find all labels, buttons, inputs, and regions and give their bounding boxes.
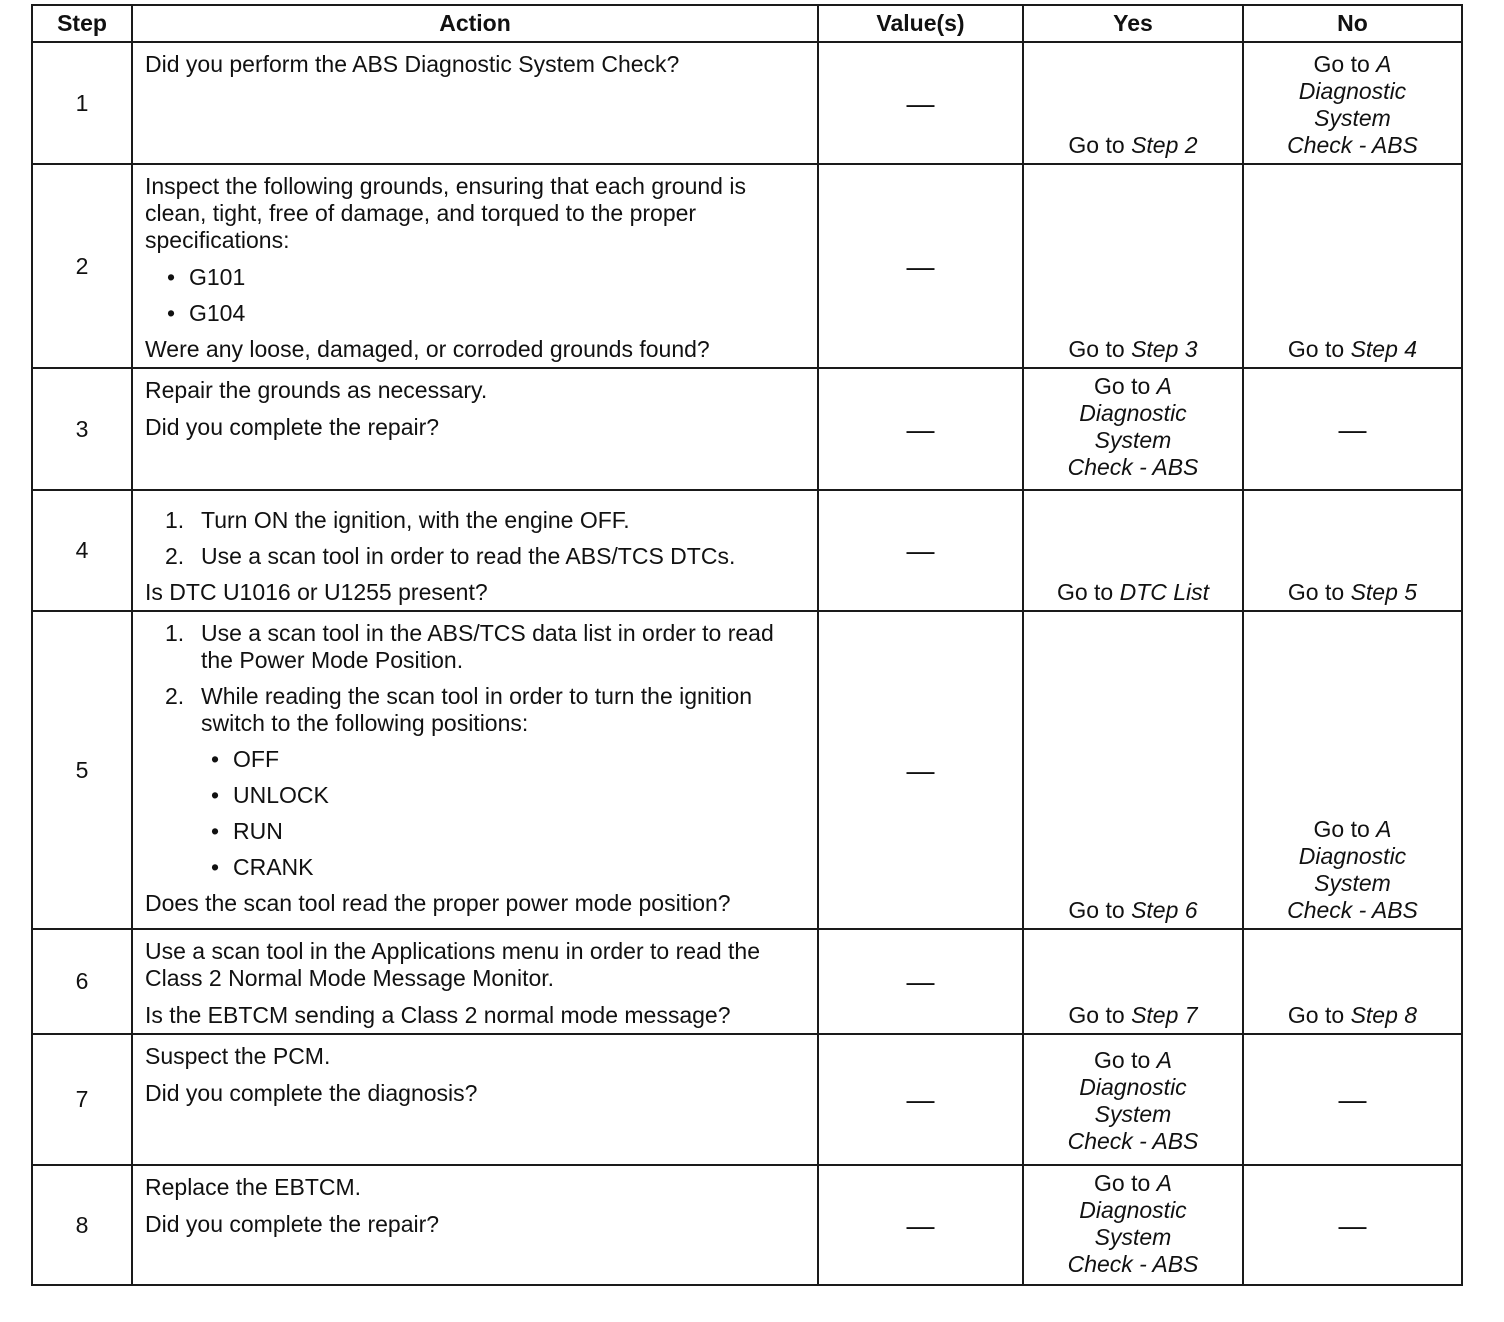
step-number: 6 bbox=[32, 929, 132, 1034]
no-cell: Go to A Diagnostic System Check - ABS bbox=[1243, 611, 1462, 929]
value-cell: — bbox=[818, 1165, 1023, 1285]
table-row bbox=[32, 164, 1462, 368]
no-cell: Go to A Diagnostic System Check - ABS bbox=[1243, 42, 1462, 164]
header-step: Step bbox=[32, 5, 132, 42]
yes-cell: Go to A Diagnostic System Check - ABS bbox=[1023, 1165, 1243, 1285]
action-text: Suspect the PCM. bbox=[145, 1043, 331, 1069]
action-text: Replace the EBTCM. bbox=[145, 1174, 362, 1200]
value-cell: — bbox=[818, 1034, 1023, 1165]
table-row bbox=[32, 1034, 1462, 1165]
list-item: 2. While reading the scan tool in order to turn the ignition switch to the following positions: bbox=[165, 683, 753, 736]
yes-ref: Step 2 bbox=[1131, 132, 1198, 158]
no-cell: Go to Step 4 bbox=[1243, 164, 1462, 368]
step-number: 7 bbox=[32, 1034, 132, 1165]
action-question: Is DTC U1016 or U1255 present? bbox=[145, 579, 488, 605]
yes-cell: Go to DTC List bbox=[1023, 490, 1243, 611]
value-cell: — bbox=[818, 368, 1023, 490]
header-action: Action bbox=[132, 5, 818, 42]
no-cell: — bbox=[1243, 368, 1462, 490]
value-cell: — bbox=[818, 42, 1023, 164]
table-row bbox=[32, 490, 1462, 611]
table-row bbox=[32, 368, 1462, 490]
table-row bbox=[32, 929, 1462, 1034]
yes-ref: Step 6 bbox=[1131, 897, 1198, 923]
no-cell: Go to Step 8 bbox=[1243, 929, 1462, 1034]
no-cell: — bbox=[1243, 1165, 1462, 1285]
action-cell bbox=[132, 42, 818, 164]
table-row bbox=[32, 1165, 1462, 1285]
step-number: 3 bbox=[32, 368, 132, 490]
yes-ref: Step 7 bbox=[1131, 1002, 1198, 1028]
action-question: Were any loose, damaged, or corroded grounds found? bbox=[145, 336, 710, 362]
no-cell: — bbox=[1243, 1034, 1462, 1165]
action-cell bbox=[132, 929, 818, 1034]
action-cell bbox=[132, 368, 818, 490]
list-item: 1. Use a scan tool in the ABS/TCS data list in order to read the Power Mode Position. bbox=[165, 620, 774, 673]
action-question: Did you complete the repair? bbox=[145, 1211, 440, 1237]
value-cell: — bbox=[818, 490, 1023, 611]
action-text: Repair the grounds as necessary. bbox=[145, 377, 488, 403]
no-cell: Go to Step 5 bbox=[1243, 490, 1462, 611]
no-ref: Step 5 bbox=[1350, 579, 1418, 605]
value-cell: — bbox=[818, 611, 1023, 929]
yes-cell: Go to Step 3 bbox=[1023, 164, 1243, 368]
list-item: • G101 bbox=[167, 264, 246, 290]
action-question: Did you complete the repair? bbox=[145, 414, 440, 440]
action-text: Inspect the following grounds, ensuring that each ground is clean, tight, free of damage, and torqued to the proper specifications: bbox=[145, 173, 746, 253]
yes-cell: Go to Step 2 bbox=[1023, 42, 1243, 164]
header-yes: Yes bbox=[1023, 5, 1243, 42]
table-row bbox=[32, 611, 1462, 929]
yes-ref: DTC List bbox=[1119, 579, 1210, 605]
no-ref: Step 4 bbox=[1350, 336, 1418, 362]
yes-cell: Go to A Diagnostic System Check - ABS bbox=[1023, 368, 1243, 490]
action-question: Did you complete the diagnosis? bbox=[145, 1080, 478, 1106]
list-item: • G104 bbox=[167, 300, 246, 326]
header-row bbox=[32, 5, 1462, 42]
action-question: Is the EBTCM sending a Class 2 normal mode message? bbox=[145, 1002, 731, 1028]
action-cell bbox=[132, 164, 818, 368]
list-item: • CRANK bbox=[211, 854, 314, 880]
header-no: No bbox=[1243, 5, 1462, 42]
action-question: Did you perform the ABS Diagnostic System Check? bbox=[145, 51, 680, 77]
list-item: 2. Use a scan tool in order to read the ABS/TCS DTCs. bbox=[165, 543, 736, 569]
list-item: • OFF bbox=[211, 746, 279, 772]
step-number: 1 bbox=[32, 42, 132, 164]
list-item: • UNLOCK bbox=[211, 782, 329, 808]
header-values: Value(s) bbox=[818, 5, 1023, 42]
table-row bbox=[32, 42, 1462, 164]
action-text: Use a scan tool in the Applications menu in order to read the Class 2 Normal Mode Message Monitor. bbox=[145, 938, 760, 991]
yes-ref: Step 3 bbox=[1131, 336, 1198, 362]
yes-cell: Go to Step 6 bbox=[1023, 611, 1243, 929]
no-ref: Step 8 bbox=[1350, 1002, 1418, 1028]
yes-cell: Go to A Diagnostic System Check - ABS bbox=[1023, 1034, 1243, 1165]
step-number: 8 bbox=[32, 1165, 132, 1285]
list-item: 1. Turn ON the ignition, with the engine OFF. bbox=[165, 507, 630, 533]
action-cell bbox=[132, 490, 818, 611]
step-number: 2 bbox=[32, 164, 132, 368]
action-cell bbox=[132, 1165, 818, 1285]
value-cell: — bbox=[818, 929, 1023, 1034]
diagnostic-table bbox=[31, 4, 1463, 1286]
step-number: 5 bbox=[32, 611, 132, 929]
yes-cell: Go to Step 7 bbox=[1023, 929, 1243, 1034]
action-question: Does the scan tool read the proper power mode position? bbox=[145, 890, 731, 916]
step-number: 4 bbox=[32, 490, 132, 611]
list-item: • RUN bbox=[211, 818, 283, 844]
value-cell: — bbox=[818, 164, 1023, 368]
action-cell bbox=[132, 1034, 818, 1165]
action-cell bbox=[132, 611, 818, 929]
